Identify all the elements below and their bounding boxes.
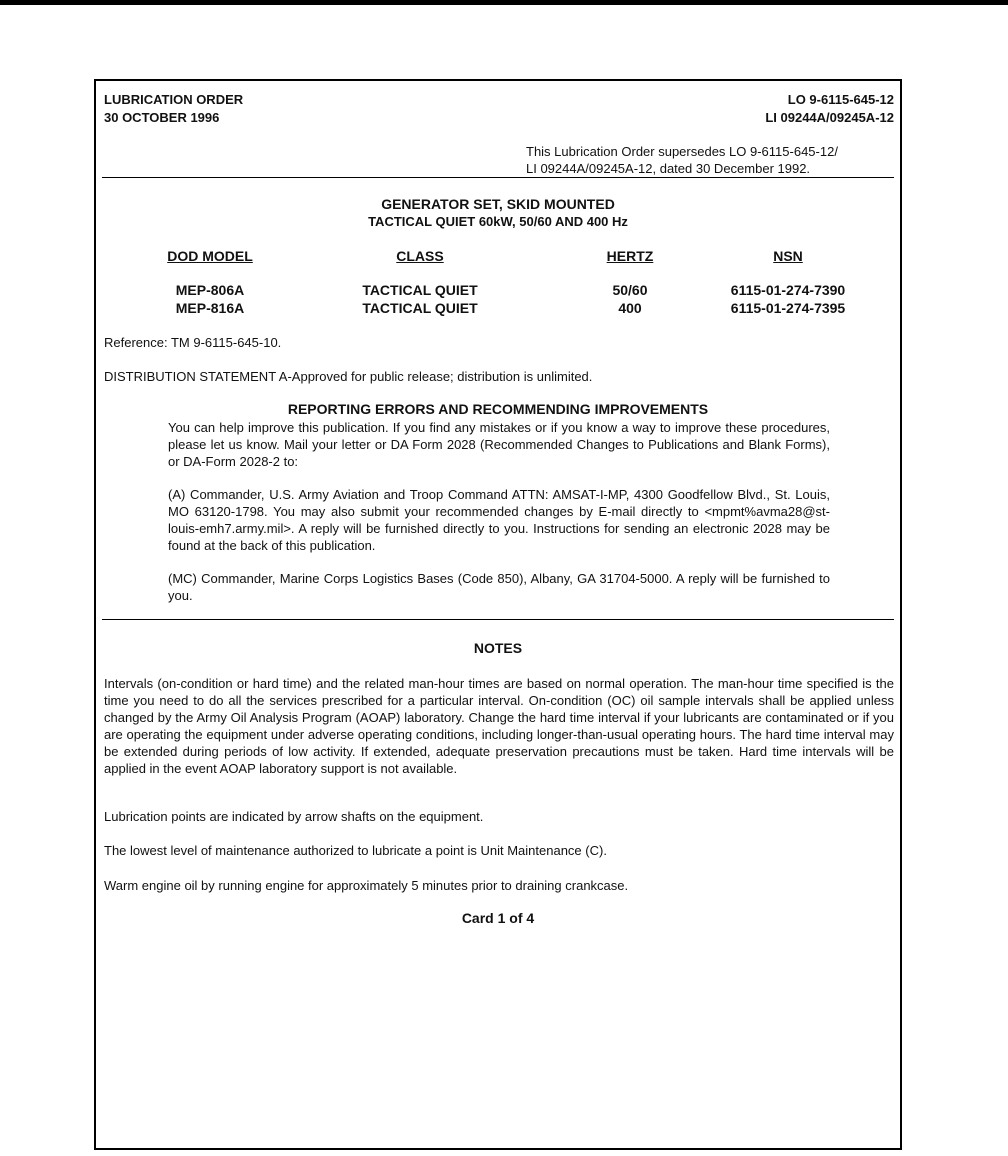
- top-border-bar: [0, 0, 1008, 5]
- row-2-nsn: 6115-01-274-7395: [730, 300, 846, 316]
- title-line-2: TACTICAL QUIET 60kW, 50/60 AND 400 Hz: [368, 214, 628, 229]
- distribution-statement: DISTRIBUTION STATEMENT A-Approved for public release; distribution is unlimited.: [104, 369, 593, 384]
- title-line-1: GENERATOR SET, SKID MOUNTED: [381, 196, 615, 212]
- row-1-nsn: 6115-01-274-7390: [730, 282, 846, 298]
- table-header-dod-model: DOD MODEL: [167, 248, 253, 264]
- notes-paragraph-3: The lowest level of maintenance authorized to lubricate a point is Unit Maintenance (C).: [104, 843, 607, 858]
- header-divider: [102, 177, 894, 178]
- supersedes-line-1: This Lubrication Order supersedes LO 9-6115-645-12/: [526, 144, 838, 159]
- card-label: Card 1 of 4: [461, 910, 535, 926]
- reporting-heading: REPORTING ERRORS AND RECOMMENDING IMPROVEMENTS: [287, 401, 709, 417]
- doc-type: LUBRICATION ORDER: [104, 92, 244, 107]
- reporting-paragraph-1: You can help improve this publication. If you find any mistakes or if you know a way to improve these procedures, please let us know. Mail your letter or DA Form 2028 (Recommended Changes to Publications and Blank Forms), or DA-Form 2028-2 to:: [168, 420, 830, 469]
- row-1-hertz: 50/60: [612, 282, 648, 298]
- notes-paragraph-2: Lubrication points are indicated by arrow shafts on the equipment.: [104, 809, 484, 824]
- doc-number: LO 9-6115-645-12: [787, 92, 894, 107]
- notes-paragraph-4: Warm engine oil by running engine for approximately 5 minutes prior to draining crankcase.: [104, 878, 629, 893]
- reporting-paragraph-3: (MC) Commander, Marine Corps Logistics Bases (Code 850), Albany, GA 31704-5000. A reply will be furnished to you.: [168, 571, 830, 603]
- table-header-hertz: HERTZ: [606, 248, 654, 264]
- row-2-class: TACTICAL QUIET: [362, 300, 478, 316]
- row-2-model: MEP-816A: [175, 300, 245, 316]
- notes-paragraph-1: Intervals (on-condition or hard time) and the related man-hour times are based on normal operation. The man-hour time specified is the time you need to do all the services prescribed for a particular interval. On-condition (OC) oil sample intervals shall be applied unless changed by the Army Oil Analysis Program (AOAP) laboratory. Change the hard time interval if your lubricants are contaminated or if you are operating the equipment under adverse operating conditions, including longer-than-usual operating hours. The hard time interval may be extended during periods of low activity. If extended, adequate preservation precautions must be taken. Hard time intervals will be applied in the event AOAP laboratory support is not available.: [104, 676, 894, 776]
- table-header-class: CLASS: [396, 248, 444, 264]
- row-1-class: TACTICAL QUIET: [362, 282, 478, 298]
- doc-date: 30 OCTOBER 1996: [104, 110, 220, 125]
- reporting-paragraph-2: (A) Commander, U.S. Army Aviation and Troop Command ATTN: AMSAT-I-MP, 4300 Goodfellow Blvd., St. Louis, MO 63120-1798. You may also submit your recommended changes by E-mail directly to <mpmt%avma28@st-louis-emh7.army.mil>. A reply will be furnished directly to you. Instructions for sending an electronic 2028 may be found at the back of this publication.: [168, 487, 830, 553]
- page-frame: [94, 79, 902, 1150]
- row-1-model: MEP-806A: [175, 282, 245, 298]
- notes-heading: NOTES: [473, 640, 523, 656]
- table-header-nsn: NSN: [773, 248, 803, 264]
- notes-divider: [102, 619, 894, 620]
- doc-li-number: LI 09244A/09245A-12: [765, 110, 894, 125]
- supersedes-line-2: LI 09244A/09245A-12, dated 30 December 1992.: [526, 161, 811, 176]
- row-2-hertz: 400: [618, 300, 642, 316]
- reference-line: Reference: TM 9-6115-645-10.: [104, 335, 282, 350]
